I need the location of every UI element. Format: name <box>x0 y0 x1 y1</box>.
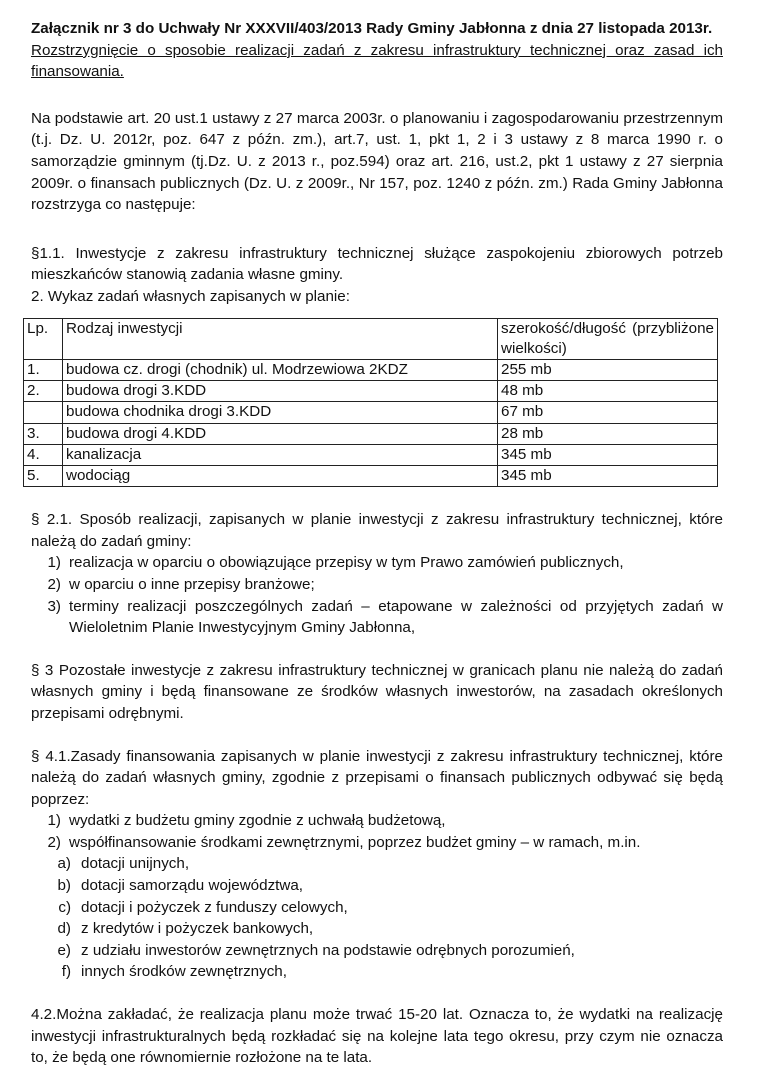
sublist-item-letter: e) <box>57 941 71 959</box>
sublist-item-letter: f) <box>61 963 71 981</box>
header-size-a: szerokość/długość <box>501 319 626 337</box>
sublist-item <box>31 875 723 897</box>
header-size <box>498 318 718 359</box>
row-name: budowa chodnika drogi 3.KDD <box>63 402 498 423</box>
row-lp: 2. <box>24 381 63 402</box>
sublist-item-text: dotacji i pożyczek z funduszy celowych, <box>81 898 348 916</box>
sublist-item-text: dotacji unijnych, <box>81 855 190 873</box>
list-item <box>31 810 723 832</box>
row-lp: 1. <box>24 359 63 380</box>
document-page <box>27 18 723 1069</box>
sublist-item-text: z udziału inwestorów zewnętrznych na podstawie odrębnych porozumień, <box>81 941 575 959</box>
list-item-text: wydatki z budżetu gminy zgodnie z uchwałą budżetową, <box>69 812 446 830</box>
row-size: 345 mb <box>498 444 718 465</box>
list-item-number: 2) <box>47 575 61 593</box>
row-lp <box>24 402 63 423</box>
sublist-item-letter: c) <box>58 898 71 916</box>
list-item-number: 1) <box>47 812 61 830</box>
sublist-item <box>31 961 723 983</box>
row-lp: 5. <box>24 465 63 486</box>
sublist-item <box>31 897 723 919</box>
section4-2-paragraph: 4.2.Można zakładać, że realizacja planu może trwać 15-20 lat. Oznacza to, że wydatki na realizację inwestycji infrastrukturalnych będą rozkładać się na kolejne lata tego okresu, przy czym nie oznacza to, że będą one równomiernie rozłożone na te lata. <box>31 1006 723 1067</box>
intro-paragraph: Na podstawie art. 20 ust.1 ustawy z 27 marca 2003r. o planowaniu i zagospodarowaniu przestrzennym (t.j. Dz. U. 2012r, poz. 647 z późn. zm.), art.7, ust. 1, pkt 1, 2 i 3 ustawy z 8 marca 1990 r. o samorządzie gminnym (tj.Dz. U. z 2013 r., poz.594) oraz art. 216, ust.2, pkt 1 ustawy z 27 sierpnia 2009r. o finansach publicznych (Dz. U. z 2009r., Nr 157, poz. 1240 z późn. zm.) Rada Gminy Jabłonna rozstrzyga co następuje: <box>31 109 723 214</box>
sublist-item-letter: b) <box>57 877 71 895</box>
table-header-row <box>24 318 718 359</box>
sublist-item-text: z kredytów i pożyczek bankowych, <box>81 920 314 938</box>
list-item-text: terminy realizacji poszczególnych zadań – etapowane w zależności od przyjętych zadań w Wieloletnim Planie Inwestycyjnym Gminy Jabłonna, <box>69 597 723 637</box>
section1-list-heading: 2. Wykaz zadań własnych zapisanych w planie: <box>31 287 350 305</box>
section4-paragraph: § 4.1.Zasady finansowania zapisanych w planie inwestycji z zakresu infrastruktury technicznej, które należą do zadań własnych gminy, zgodnie z przepisami o finansach publicznych odbywać się będą poprzez: <box>31 747 723 808</box>
sublist-item-letter: a) <box>57 855 71 873</box>
sublist-item <box>31 853 723 875</box>
list-item-text: realizacja w oparciu o obowiązujące przepisy w tym Prawo zamówień publicznych, <box>69 554 624 572</box>
row-size: 28 mb <box>498 423 718 444</box>
header-lp: Lp. <box>24 318 63 359</box>
sublist-item-letter: d) <box>57 920 71 938</box>
row-name: budowa drogi 4.KDD <box>63 423 498 444</box>
row-size: 67 mb <box>498 402 718 423</box>
header-size-b: (przybliżone <box>632 319 714 337</box>
document-title: Załącznik nr 3 do Uchwały Nr XXXVII/403/2013 Rady Gminy Jabłonna z dnia 27 listopada 2013r. <box>31 20 713 37</box>
sublist-item <box>31 940 723 962</box>
section3-paragraph: § 3 Pozostałe inwestycje z zakresu infrastruktury technicznej w granicach planu nie należą do zadań własnych gminy i będą finansowane ze środków własnych inwestorów, na zasadach określonych przepisami odrębnymi. <box>31 661 723 722</box>
row-size: 255 mb <box>498 359 718 380</box>
list-item-number: 2) <box>47 833 61 851</box>
document-subtitle: Rozstrzygnięcie o sposobie realizacji zadań z zakresu infrastruktury technicznej oraz zasad ich finansowania. <box>31 41 723 81</box>
table-row <box>24 465 718 486</box>
table-row <box>24 359 718 380</box>
list-item-number: 3) <box>47 597 61 615</box>
table-row <box>24 444 718 465</box>
row-name: kanalizacja <box>63 444 498 465</box>
investment-table <box>23 318 718 488</box>
list-item-number: 1) <box>47 554 61 572</box>
sublist-item <box>31 918 723 940</box>
list-item <box>31 832 723 854</box>
row-name: budowa cz. drogi (chodnik) ul. Modrzewiowa 2KDZ <box>63 359 498 380</box>
table-row <box>24 381 718 402</box>
section2-list <box>31 552 723 638</box>
section4-sublist <box>31 853 723 983</box>
table-row <box>24 402 718 423</box>
list-item <box>31 574 723 596</box>
row-lp: 3. <box>24 423 63 444</box>
row-name: wodociąg <box>63 465 498 486</box>
row-size: 48 mb <box>498 381 718 402</box>
row-size: 345 mb <box>498 465 718 486</box>
header-name: Rodzaj inwestycji <box>63 318 498 359</box>
sublist-item-text: dotacji samorządu województwa, <box>81 877 304 895</box>
table-row <box>24 423 718 444</box>
list-item <box>31 596 723 639</box>
list-item-text: w oparciu o inne przepisy branżowe; <box>69 575 315 593</box>
row-name: budowa drogi 3.KDD <box>63 381 498 402</box>
section2-paragraph: § 2.1. Sposób realizacji, zapisanych w planie inwestycji z zakresu infrastruktury technicznej, które należą do zadań gminy: <box>31 511 723 550</box>
header-size-c: wielkości) <box>501 339 567 357</box>
list-item <box>31 552 723 574</box>
section1-paragraph: §1.1. Inwestycje z zakresu infrastruktury technicznej służące zaspokojeniu zbiorowych potrzeb mieszkańców stanowią zadania własne gminy. <box>31 244 723 284</box>
list-item-text: współfinansowanie środkami zewnętrznymi, poprzez budżet gminy – w ramach, m.in. <box>69 833 641 851</box>
sublist-item-text: innych środków zewnętrznych, <box>81 963 287 981</box>
row-lp: 4. <box>24 444 63 465</box>
section4-list <box>31 810 723 853</box>
